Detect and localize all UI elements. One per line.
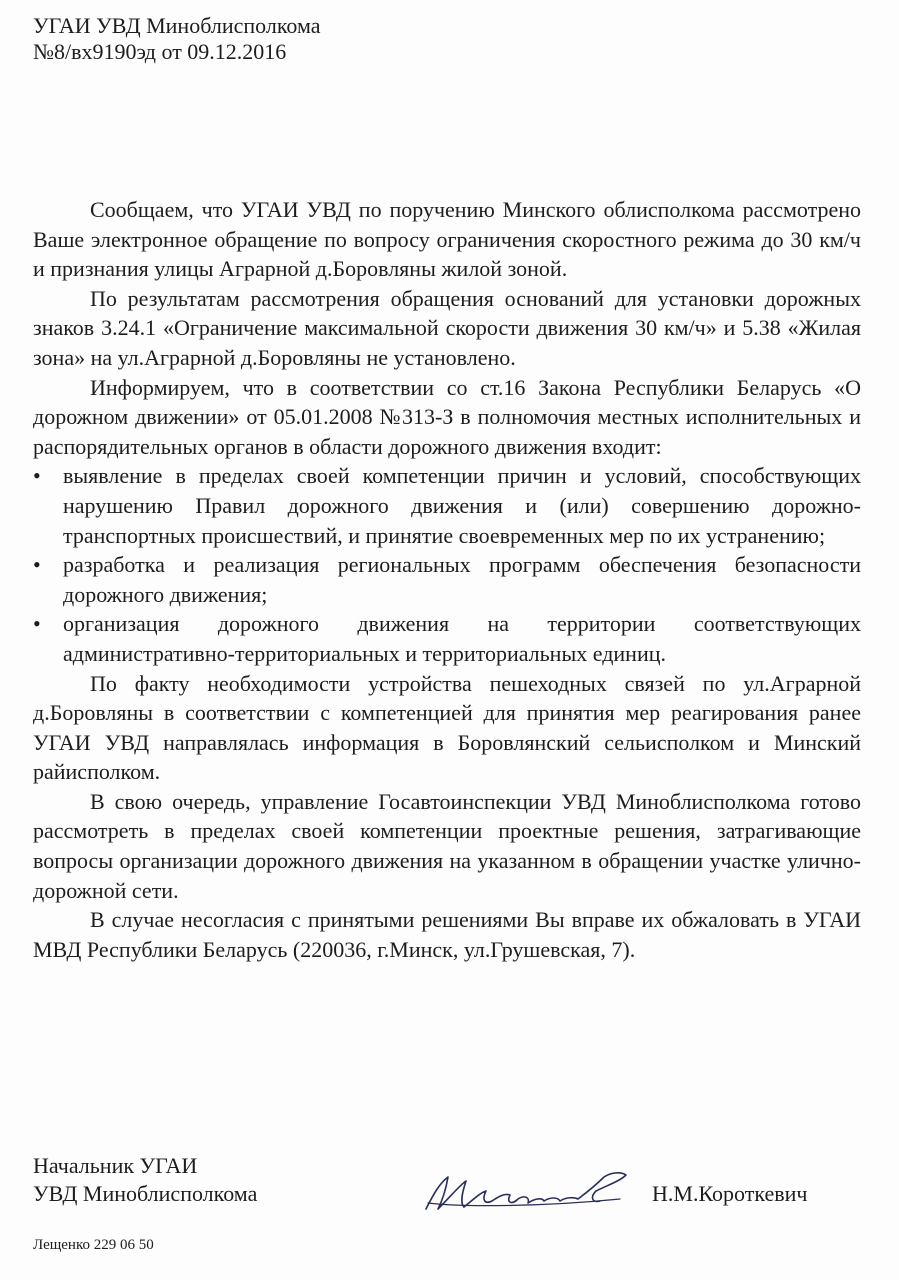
list-item: • выявление в пределах своей компетенции причин и условий, способствующих нарушению Правил дорожного движения и (или) совершению дорожно-транспортных происшествий, и принятие своевременных мер по их устранению; [33, 461, 861, 550]
paragraph: Информируем, что в соответствии со ст.16 Закона Республики Беларусь «О дорожном движении» от 05.01.2008 №313-З в полномочия местных исполнительных и распорядительных органов в области дорожного движения входит: [33, 374, 861, 459]
powers-list [33, 461, 861, 668]
list-item: • организация дорожного движения на территории соответствующих административно-территориальных и территориальных единиц. [33, 609, 861, 668]
paragraph: По результатам рассмотрения обращения оснований для установки дорожных знаков 3.24.1 «Ограничение максимальной скорости движения 30 км/ч» и 5.38 «Жилая зона» на ул.Аграрной д.Боровляны не установлено. [33, 285, 861, 370]
header-registration: №8/вх9190эд от 09.12.2016 [33, 39, 287, 64]
signer-title-line1: Начальник УГАИ [33, 1153, 198, 1178]
paragraph: В свою очередь, управление Госавтоинспекции УВД Миноблисполкома готово рассмотреть в пределах своей компетенции проектные решения, затрагивающие вопросы организации дорожного движения на указанном в обращении участке улично-дорожной сети. [33, 788, 861, 903]
signer-name: Н.М.Короткевич [652, 1181, 808, 1206]
handwritten-signature-icon [420, 1163, 640, 1221]
paragraph: По факту необходимости устройства пешеходных связей по ул.Аграрной д.Боровляны в соответствии с компетенцией для принятия мер реагирования ранее УГАИ УВД направлялась информация в Боровлянский сельисполком и Минский райисполком. [33, 670, 861, 785]
letter-header [33, 13, 321, 65]
executor-contact: Лещенко 229 06 50 [33, 1237, 154, 1253]
signer-title-line2: УВД Миноблисполкома [33, 1181, 258, 1206]
signer-title [33, 1152, 257, 1208]
list-item: • разработка и реализация региональных программ обеспечения безопасности дорожного движения; [33, 550, 861, 609]
header-org: УГАИ УВД Миноблисполкома [33, 13, 321, 38]
letter-body [33, 195, 861, 964]
paragraph: Сообщаем, что УГАИ УВД по поручению Минского облисполкома рассмотрено Ваше электронное обращение по вопросу ограничения скоростного режима до 30 км/ч и признания улицы Аграрной д.Боровляны жилой зоной. [33, 197, 861, 282]
paragraph: В случае несогласия с принятыми решениями Вы вправе их обжаловать в УГАИ МВД Республики Беларусь (220036, г.Минск, ул.Грушевская, 7). [33, 907, 861, 962]
